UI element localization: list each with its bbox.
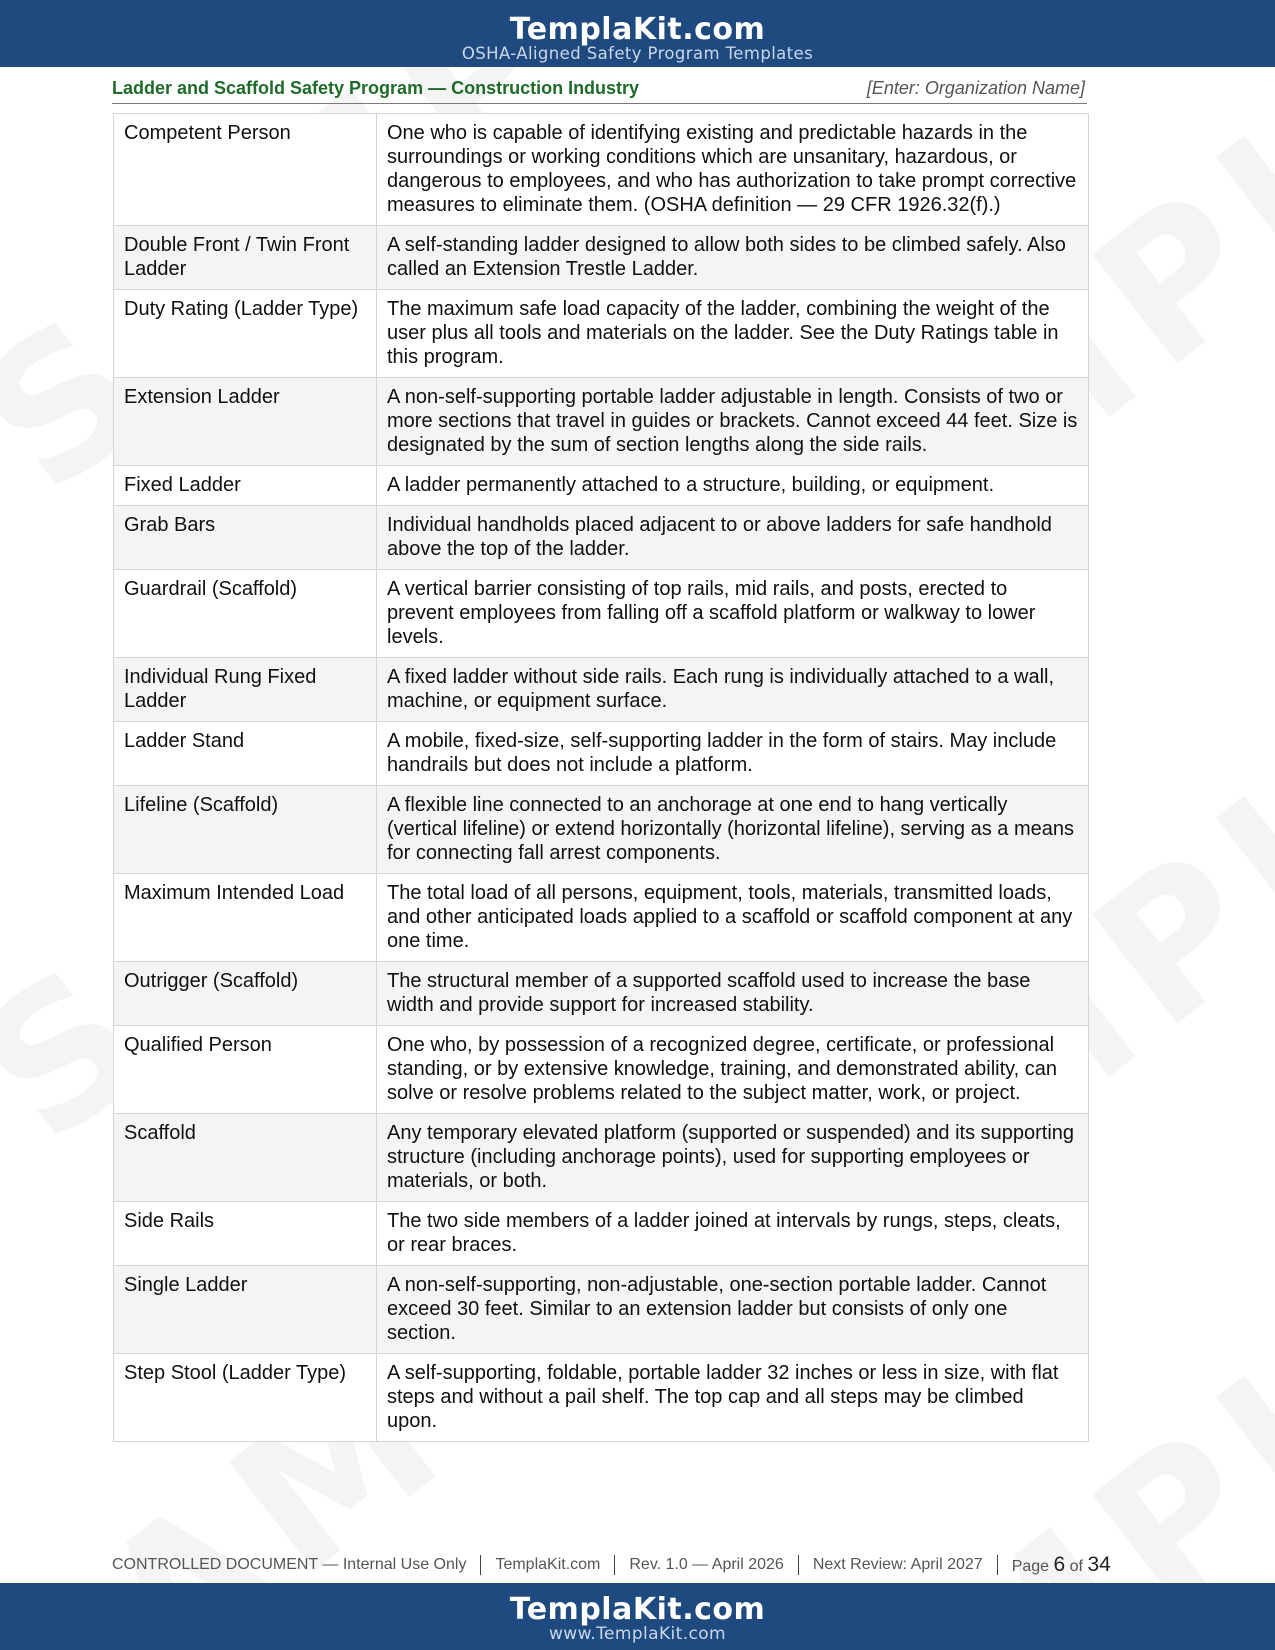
- brand-tagline: OSHA-Aligned Safety Program Templates: [461, 44, 814, 63]
- definition-term: Ladder Stand: [114, 722, 377, 786]
- definition-row: [114, 378, 1089, 466]
- top-banner: [0, 0, 1275, 67]
- definition-term: Side Rails: [114, 1202, 377, 1266]
- document-title: Ladder and Scaffold Safety Program — Construction Industry: [112, 78, 640, 98]
- page-label: Page: [1011, 1558, 1050, 1575]
- definition-term: Maximum Intended Load: [114, 874, 377, 962]
- definition-term: Scaffold: [114, 1114, 377, 1202]
- definitions-table-body: [114, 114, 1089, 1442]
- definition-row: [114, 506, 1089, 570]
- definition-row: [114, 874, 1089, 962]
- definition-text: The structural member of a supported scaffold used to increase the base width and provide support for increased stability.: [377, 962, 1089, 1026]
- definition-row: [114, 722, 1089, 786]
- definition-text: A flexible line connected to an anchorage at one end to hang vertically (vertical lifeline) or extend horizontally (horizontal lifeline), serving as a means for connecting fall arrest components.: [377, 786, 1089, 874]
- definition-row: [114, 658, 1089, 722]
- controlled-document-notice: CONTROLLED DOCUMENT — Internal Use Only: [112, 1556, 467, 1573]
- brand-logo-text: TemplaKit.com: [509, 12, 766, 47]
- definition-term: Guardrail (Scaffold): [114, 570, 377, 658]
- definitions-table: [113, 113, 1089, 1442]
- definition-row: [114, 466, 1089, 506]
- page-indicator: [1012, 1553, 1111, 1577]
- definition-term: Fixed Ladder: [114, 466, 377, 506]
- definition-text: One who is capable of identifying existing and predictable hazards in the surroundings or working conditions which are unsanitary, hazardous, or dangerous to employees, and who has authorization to take prompt corrective measures to eliminate them. (OSHA definition — 29 CFR 1926.32(f).): [377, 114, 1089, 226]
- definition-term: Step Stool (Ladder Type): [114, 1354, 377, 1442]
- definition-row: [114, 114, 1089, 226]
- footer-divider: [798, 1555, 799, 1575]
- footer-divider: [614, 1555, 615, 1575]
- definition-term: Individual Rung Fixed Ladder: [114, 658, 377, 722]
- footer-divider: [997, 1555, 998, 1575]
- footer-site: TemplaKit.com: [495, 1556, 601, 1573]
- definition-term: Extension Ladder: [114, 378, 377, 466]
- definition-term: Double Front / Twin Front Ladder: [114, 226, 377, 290]
- definition-row: [114, 226, 1089, 290]
- definition-text: A vertical barrier consisting of top rails, mid rails, and posts, erected to prevent employees from falling off a scaffold platform or walkway to lower levels.: [377, 570, 1089, 658]
- definition-term: Lifeline (Scaffold): [114, 786, 377, 874]
- definition-text: The total load of all persons, equipment, tools, materials, transmitted loads, and other anticipated loads applied to a scaffold or scaffold component at any one time.: [377, 874, 1089, 962]
- definition-text: One who, by possession of a recognized degree, certificate, or professional standing, or by extensive knowledge, training, and demonstrated ability, can solve or resolve problems related to the subject matter, work, or project.: [377, 1026, 1089, 1114]
- definition-text: A non-self-supporting, non-adjustable, one-section portable ladder. Cannot exceed 30 feet. Similar to an extension ladder but consists of only one section.: [377, 1266, 1089, 1354]
- definition-term: Qualified Person: [114, 1026, 377, 1114]
- definition-text: A mobile, fixed-size, self-supporting ladder in the form of stairs. May include handrails but does not include a platform.: [377, 722, 1089, 786]
- definition-text: A self-standing ladder designed to allow both sides to be climbed safely. Also called an Extension Trestle Ladder.: [377, 226, 1089, 290]
- document-header: [112, 74, 1087, 104]
- definition-row: [114, 962, 1089, 1026]
- definition-row: [114, 1026, 1089, 1114]
- footer-divider: [480, 1555, 481, 1575]
- definition-text: A non-self-supporting portable ladder adjustable in length. Consists of two or more sections that travel in guides or brackets. Cannot exceed 44 feet. Size is designated by the sum of section lengths along the side rails.: [377, 378, 1089, 466]
- definition-row: [114, 786, 1089, 874]
- definition-text: The maximum safe load capacity of the ladder, combining the weight of the user plus all tools and materials on the ladder. See the Duty Ratings table in this program.: [377, 290, 1089, 378]
- page-total: 34: [1087, 1553, 1111, 1576]
- definition-text: A self-supporting, foldable, portable ladder 32 inches or less in size, with flat steps and without a pail shelf. The top cap and all steps may be climbed upon.: [377, 1354, 1089, 1442]
- definition-term: Duty Rating (Ladder Type): [114, 290, 377, 378]
- definition-text: Any temporary elevated platform (supported or suspended) and its supporting structure (including anchorage points), used for supporting employees or materials, or both.: [377, 1114, 1089, 1202]
- definition-row: [114, 1266, 1089, 1354]
- definition-term: Competent Person: [114, 114, 377, 226]
- page-footer: [112, 1550, 1162, 1580]
- definition-row: [114, 570, 1089, 658]
- next-review-info: Next Review: April 2027: [812, 1556, 983, 1573]
- definition-text: A ladder permanently attached to a structure, building, or equipment.: [377, 466, 1089, 506]
- revision-info: Rev. 1.0 — April 2026: [629, 1556, 784, 1573]
- definition-text: Individual handholds placed adjacent to or above ladders for safe handhold above the top of the ladder.: [377, 506, 1089, 570]
- definition-term: Grab Bars: [114, 506, 377, 570]
- definition-row: [114, 1202, 1089, 1266]
- footer-brand-logo-text: TemplaKit.com: [509, 1592, 766, 1627]
- footer-url: www.TemplaKit.com: [548, 1624, 727, 1644]
- page-of-label: of: [1069, 1558, 1083, 1575]
- definition-text: A fixed ladder without side rails. Each rung is individually attached to a wall, machine, or equipment surface.: [377, 658, 1089, 722]
- definition-term: Single Ladder: [114, 1266, 377, 1354]
- definition-row: [114, 1114, 1089, 1202]
- definition-row: [114, 290, 1089, 378]
- definition-row: [114, 1354, 1089, 1442]
- page-number: 6: [1053, 1553, 1066, 1576]
- organization-name-placeholder: [Enter: Organization Name]: [866, 78, 1085, 98]
- definition-text: The two side members of a ladder joined at intervals by rungs, steps, cleats, or rear braces.: [377, 1202, 1089, 1266]
- definition-term: Outrigger (Scaffold): [114, 962, 377, 1026]
- bottom-banner: [0, 1583, 1275, 1650]
